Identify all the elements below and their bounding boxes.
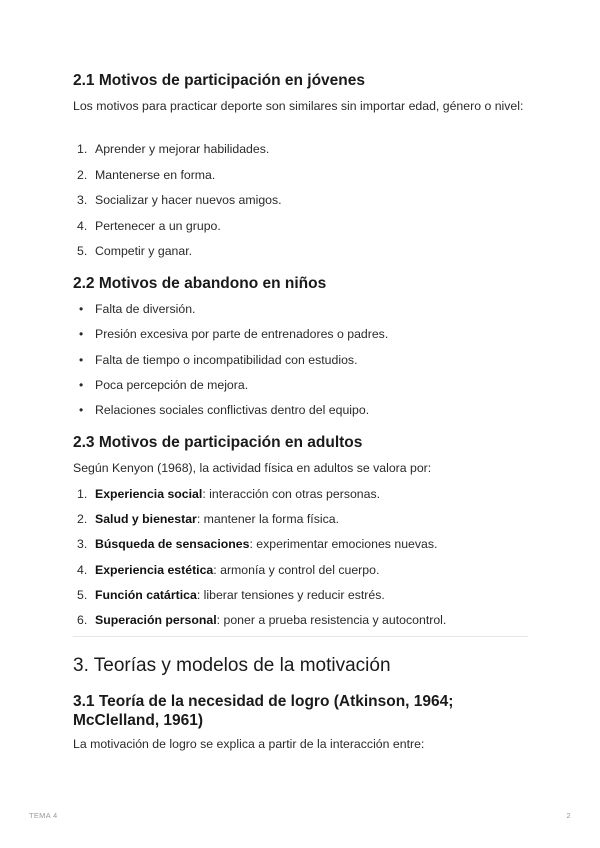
section-2-1-intro: Los motivos para practicar deporte son similares sin importar edad, género o nivel: — [73, 99, 524, 113]
list-item: 4. Pertenecer a un grupo. — [77, 218, 221, 233]
list-item: • Poca percepción de mejora. — [73, 376, 528, 401]
list-item: 2. Salud y bienestar: mantener la forma física. — [77, 512, 339, 527]
list-item: 5. Competir y ganar. — [77, 244, 193, 258]
section-3-heading: 3. Teorías y modelos de la motivación — [73, 655, 391, 676]
section-2-3-intro: Según Kenyon (1968), la actividad física en adultos se valora por: — [73, 461, 432, 475]
section-2-2-list — [73, 300, 528, 426]
list-item: 5. Función catártica: liberar tensiones y reducir estrés. — [77, 587, 385, 602]
list-item: 6. Superación personal: poner a prueba resistencia y autocontrol. — [77, 612, 447, 627]
section-2-2-heading: 2.2 Motivos de abandono en niños — [73, 275, 327, 292]
list-item: • Falta de diversión. — [73, 300, 528, 325]
list-item: 4. Experiencia estética: armonía y control del cuerpo. — [77, 562, 380, 577]
list-item: 3. Búsqueda de sensaciones: experimentar emociones nuevas. — [77, 537, 438, 552]
section-divider — [73, 636, 528, 637]
page-number: 2 — [566, 811, 571, 820]
section-2-1-list — [73, 140, 528, 268]
list-item: • Falta de tiempo o incompatibilidad con estudios. — [73, 351, 528, 376]
section-2-3-list — [73, 485, 528, 636]
list-item: 1. Aprender y mejorar habilidades. — [77, 142, 270, 156]
section-3-1-intro: La motivación de logro se explica a partir de la interacción entre: — [73, 737, 425, 751]
list-item: 2. Mantenerse en forma. — [77, 167, 216, 182]
list-item: 1. Experiencia social: interacción con otras personas. — [77, 487, 381, 501]
footer-left: TEMA 4 — [29, 811, 58, 820]
section-2-1-heading: 2.1 Motivos de participación en jóvenes — [73, 72, 366, 89]
list-item: • Presión excesiva por parte de entrenadores o padres. — [73, 325, 528, 350]
list-item: 3. Socializar y hacer nuevos amigos. — [77, 193, 282, 207]
list-item: • Relaciones sociales conflictivas dentro del equipo. — [73, 401, 528, 426]
section-2-3-heading: 2.3 Motivos de participación en adultos — [73, 434, 363, 451]
section-3-1-heading: 3.1 Teoría de la necesidad de logro (Atkinson, 1964; McClelland, 1961) — [73, 693, 454, 729]
